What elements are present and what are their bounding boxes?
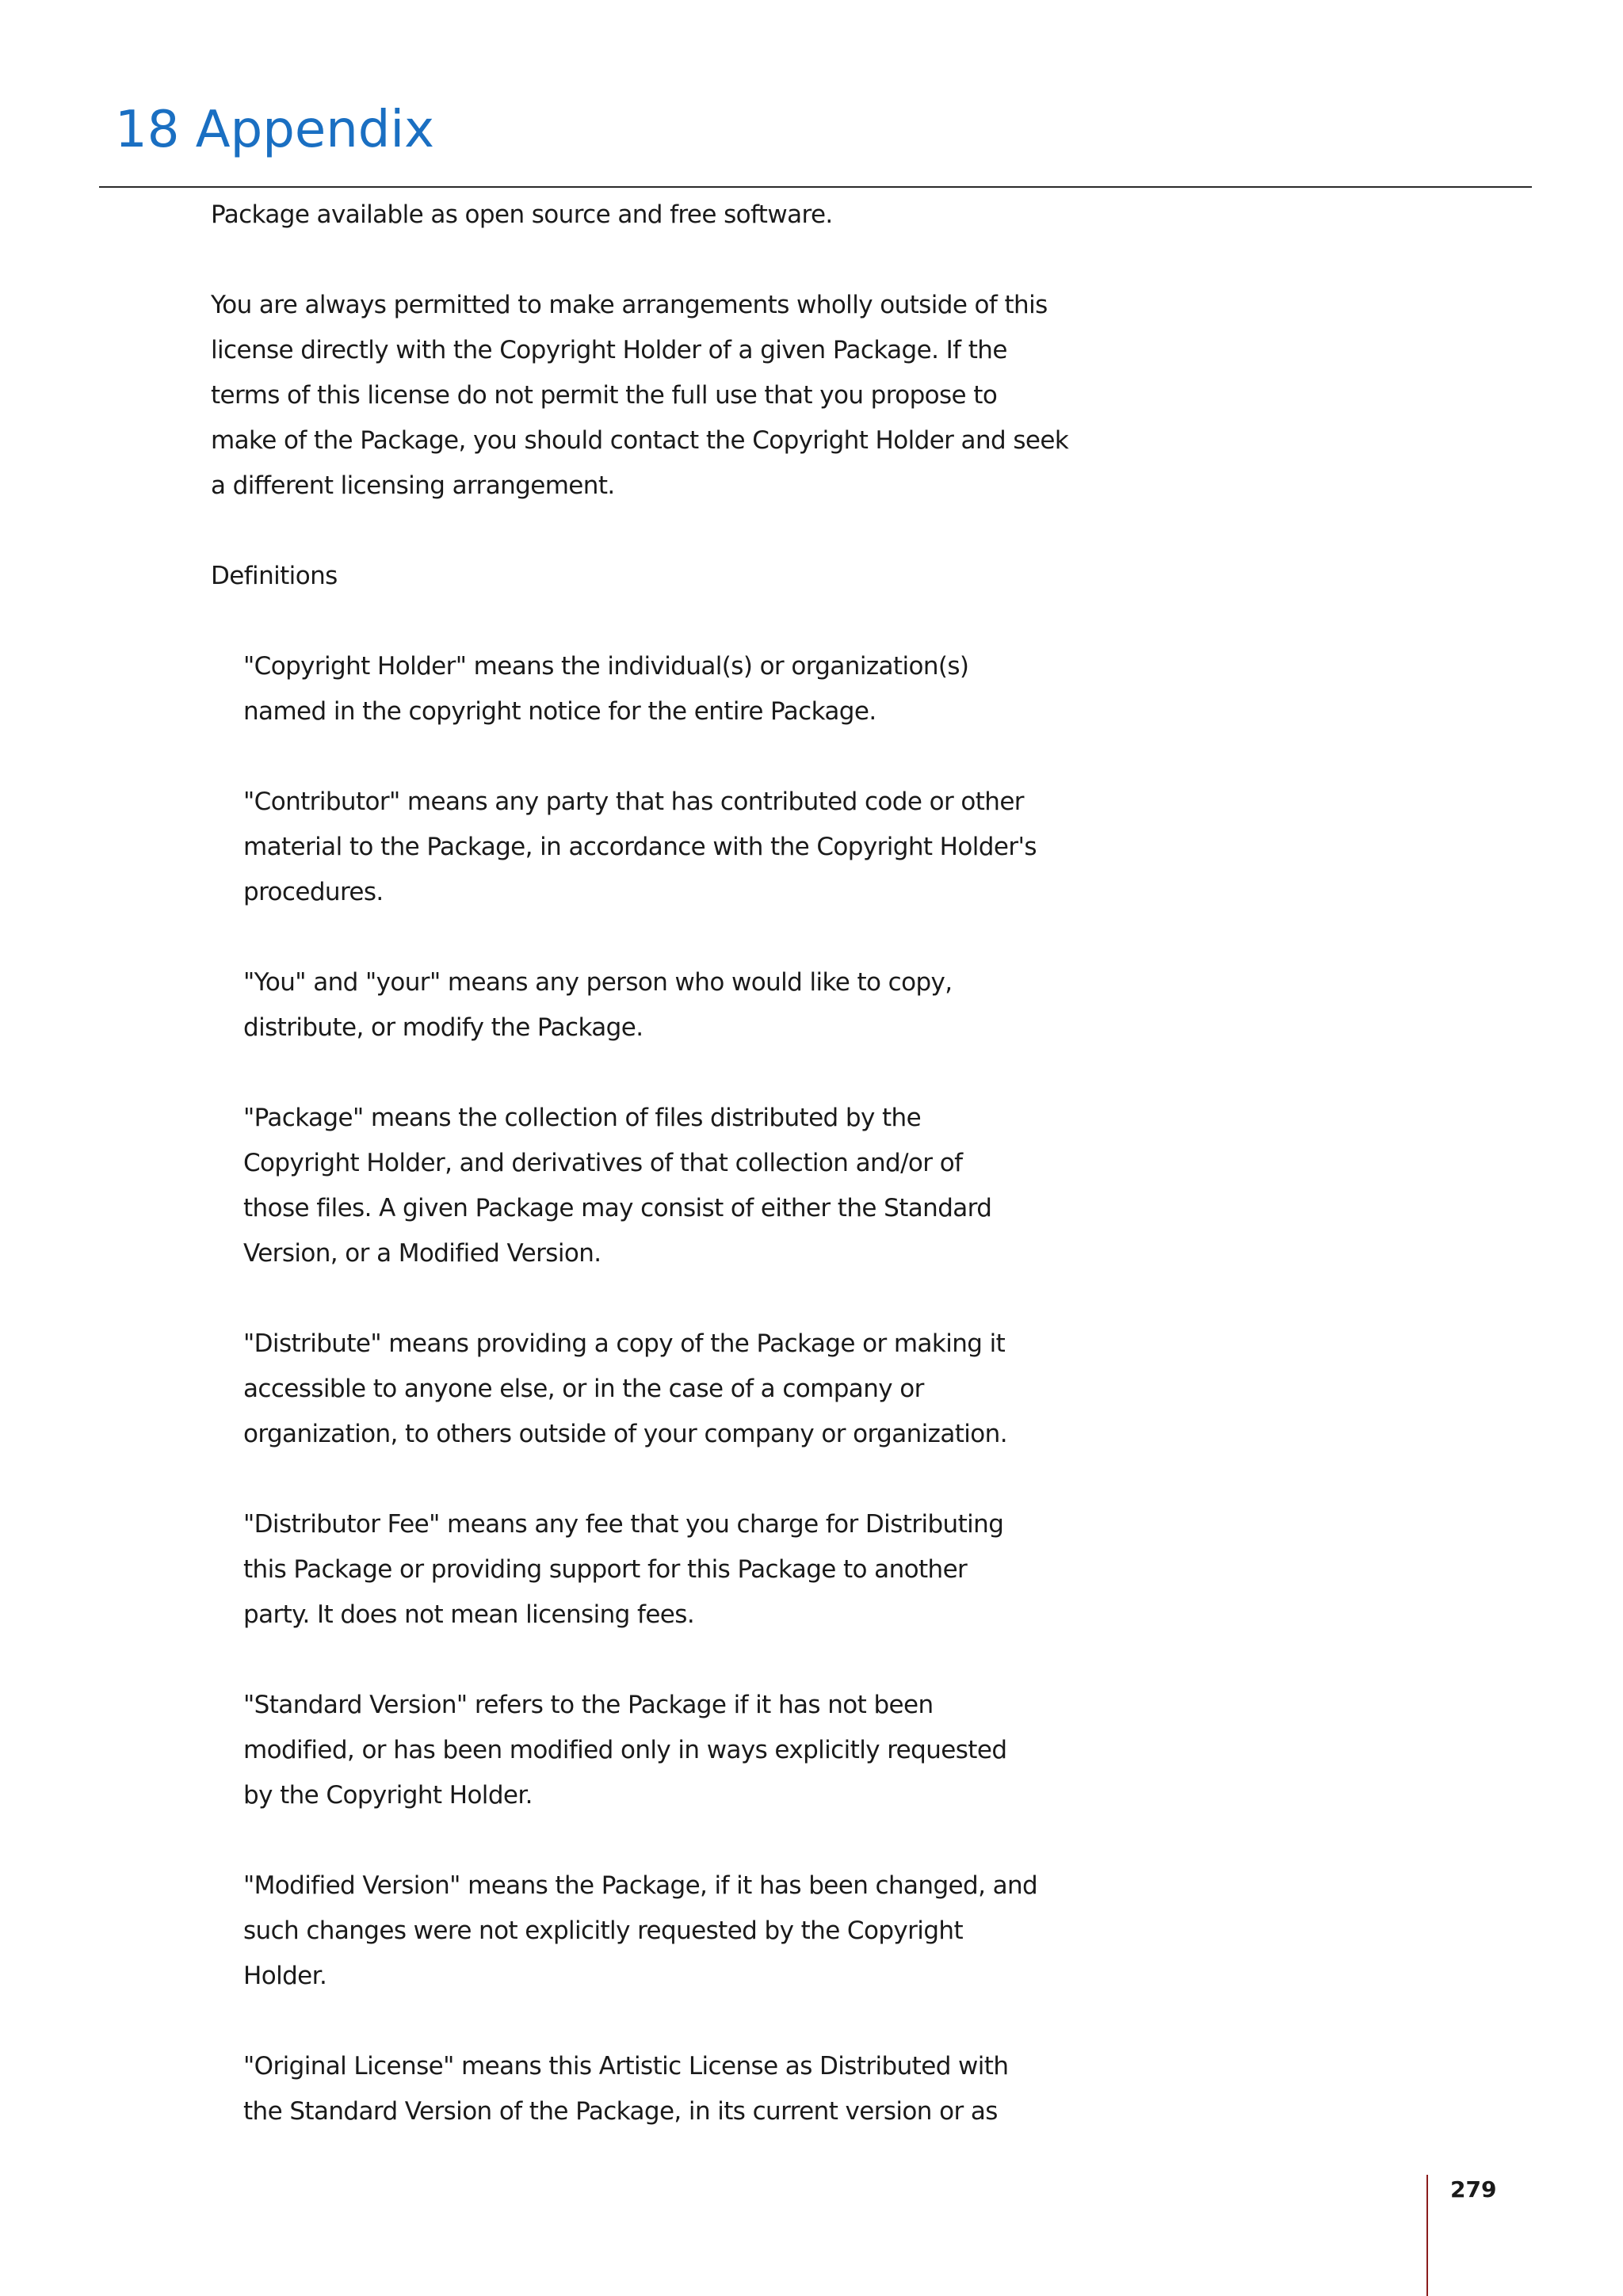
footer-rule	[1426, 2175, 1428, 2296]
definition-distributor-fee: "Distributor Fee" means any fee that you charge for Distributing this Package or providing support for this Package to another party. It does not mean licensing fees.	[243, 1510, 1004, 1629]
header-divider	[99, 186, 1532, 188]
page-number: 279	[1450, 2176, 1497, 2203]
section-heading-definitions: Definitions	[211, 562, 338, 590]
definition-modified-version: "Modified Version" means the Package, if it has been changed, and such changes were not explicitly requested by the Copyright Holder.	[243, 1871, 1038, 1990]
document-body	[211, 193, 1320, 2180]
paragraph-arrangements: You are always permitted to make arrangements wholly outside of this license directly with the Copyright Holder of a given Package. If the terms of this license do not permit the full use that you propose to make of the Package, you should contact the Copyright Holder and seek a different licensing arrangement.	[211, 291, 1069, 500]
definition-copyright-holder: "Copyright Holder" means the individual(s) or organization(s) named in the copyright notice for the entire Package.	[243, 652, 969, 726]
definition-distribute: "Distribute" means providing a copy of the Package or making it accessible to anyone else, or in the case of a company or organization, to others outside of your company or organization.	[243, 1329, 1007, 1448]
definition-contributor: "Contributor" means any party that has contributed code or other material to the Package, in accordance with the Copyright Holder's procedures.	[243, 788, 1037, 906]
definition-you: "You" and "your" means any person who would like to copy, distribute, or modify the Package.	[243, 968, 953, 1042]
definition-standard-version: "Standard Version" refers to the Package if it has not been modified, or has been modified only in ways explicitly requested by the Copyright Holder.	[243, 1691, 1007, 1810]
definition-original-license: "Original License" means this Artistic License as Distributed with the Standard Version of the Package, in its current version or as	[243, 2052, 1009, 2126]
page-title: 18 Appendix	[115, 101, 435, 159]
definition-package: "Package" means the collection of files distributed by the Copyright Holder, and derivatives of that collection and/or of those files. A given Package may consist of either the Standard Version, or a Modified Version.	[243, 1104, 992, 1268]
paragraph-intro-end: Package available as open source and free software.	[211, 200, 833, 229]
